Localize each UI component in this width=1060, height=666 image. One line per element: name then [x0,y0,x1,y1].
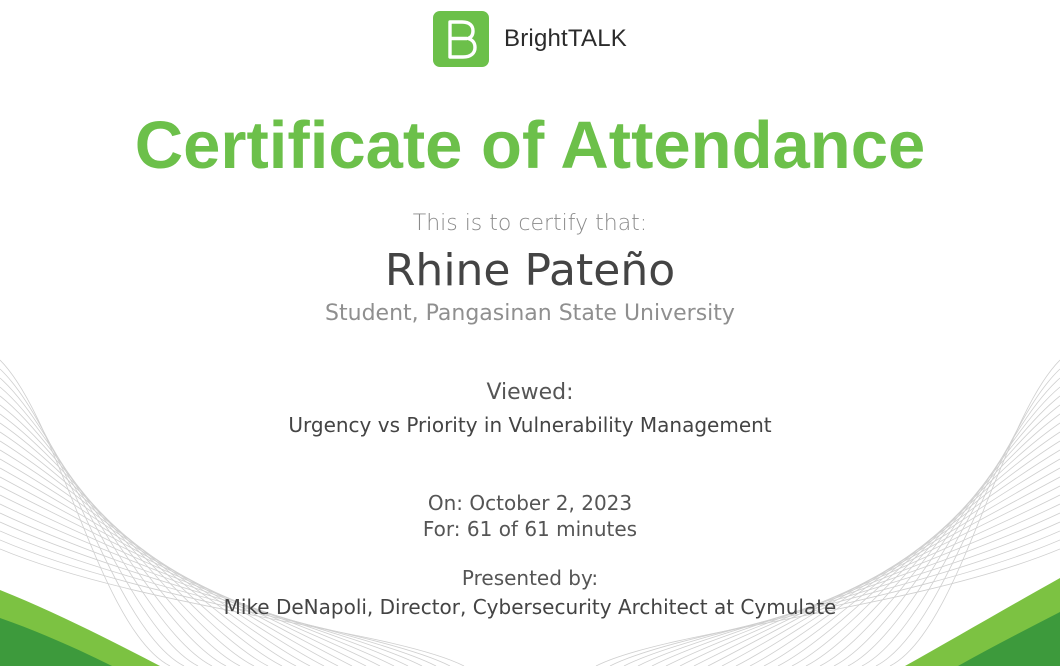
presenter-name: Mike DeNapoli, Director, Cybersecurity Architect at Cymulate [223,595,837,619]
attendance-duration: For: 61 of 61 minutes [422,517,638,541]
certificate-title: Certificate of Attendance [134,108,926,183]
brand-logo [0,11,1060,67]
session-title: Urgency vs Priority in Vulnerability Management [288,413,772,437]
attendee-name: Rhine Pateño [384,245,676,296]
attendee-role: Student, Pangasinan State University [325,301,735,326]
presented-label: Presented by: [461,566,599,590]
certify-text: This is to certify that: [412,211,648,236]
brand-name: BrightTALK [504,25,627,52]
brighttalk-logo-icon [433,11,489,67]
attendance-date: On: October 2, 2023 [427,491,633,515]
viewed-label: Viewed: [486,380,574,405]
